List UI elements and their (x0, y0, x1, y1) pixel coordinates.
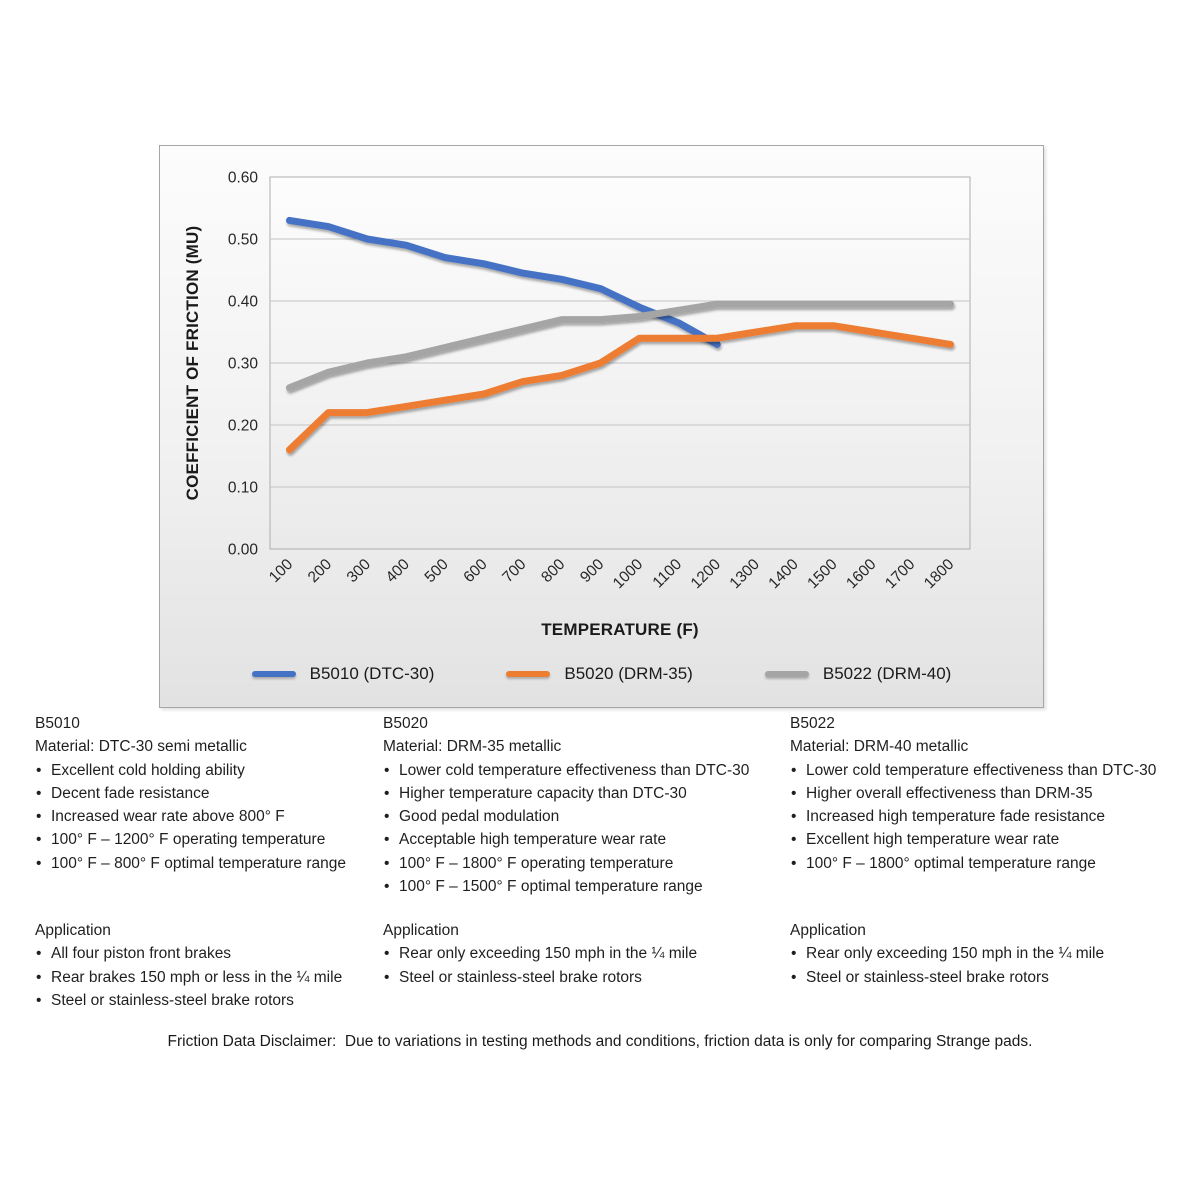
bullet-item: • Rear only exceeding 150 mph in the ¼ mile (383, 942, 785, 965)
chart-legend (160, 664, 1043, 684)
application-bullets (35, 942, 380, 1012)
bullet-item: • 100° F – 1500° F optimal temperature range (383, 875, 785, 898)
x-tick-label: 600 (460, 555, 491, 587)
bullet-item: • Higher overall effectiveness than DRM-35 (790, 782, 1190, 805)
application-block (35, 919, 380, 1012)
y-axis-title: COEFFICIENT OF FRICTION (MU) (183, 225, 202, 501)
pad-column-b5010 (35, 712, 380, 1022)
application-bullets (383, 942, 785, 989)
pad-bullets (790, 759, 1190, 875)
pad-bullets (35, 759, 380, 875)
legend-label: B5010 (DTC-30) (309, 664, 435, 683)
pad-heading: B5020 (383, 715, 428, 732)
bullet-item: • 100° F – 800° F optimal temperature range (35, 852, 380, 875)
bullet-item: • Good pedal modulation (383, 805, 785, 828)
legend-swatch (506, 671, 550, 677)
bullet-item: • Increased wear rate above 800° F (35, 805, 380, 828)
y-tick-label: 0.10 (227, 479, 258, 497)
bullet-item: • Rear brakes 150 mph or less in the ¼ mile (35, 966, 380, 989)
application-heading: Application (35, 922, 111, 939)
y-tick-label: 0.60 (227, 169, 258, 187)
x-tick-label: 1200 (687, 555, 725, 593)
y-tick-label: 0.20 (227, 417, 258, 435)
application-block (790, 919, 1190, 989)
legend-swatch (765, 671, 809, 677)
application-heading: Application (383, 922, 459, 939)
bullet-item: • Rear only exceeding 150 mph in the ¼ mile (790, 942, 1190, 965)
x-tick-label: 100 (265, 555, 297, 587)
x-tick-label: 400 (382, 555, 413, 587)
x-tick-label: 900 (577, 555, 608, 587)
y-tick-label: 0.50 (227, 231, 258, 249)
x-tick-label: 1600 (843, 555, 880, 593)
bullet-item: • Acceptable high temperature wear rate (383, 828, 785, 851)
bullet-item: • 100° F – 1800° optimal temperature range (790, 852, 1190, 875)
bullet-item: • Increased high temperature fade resistance (790, 805, 1190, 828)
pad-column-b5020 (383, 712, 785, 1022)
bullet-item: • Steel or stainless-steel brake rotors (383, 966, 785, 989)
x-tick-label: 1500 (804, 555, 841, 593)
application-bullets (790, 942, 1190, 989)
bullet-item: • Excellent cold holding ability (35, 759, 380, 782)
legend-swatch (252, 671, 296, 677)
bullet-item: • 100° F – 1200° F operating temperature (35, 828, 380, 851)
pad-material: Material: DRM-40 metallic (790, 738, 969, 756)
bullet-item: • Excellent high temperature wear rate (790, 828, 1190, 851)
x-tick-label: 1800 (920, 555, 958, 593)
x-tick-label: 300 (343, 555, 375, 587)
x-tick-label: 1700 (882, 555, 919, 593)
bullet-item: • Decent fade resistance (35, 782, 380, 805)
disclaimer-text: Friction Data Disclaimer: Due to variations in testing methods and conditions, friction data is only for comparing Strange pads. (167, 1033, 1033, 1050)
legend-label: B5022 (DRM-40) (822, 664, 952, 683)
bullet-item: • Lower cold temperature effectiveness than DTC-30 (790, 759, 1190, 782)
x-tick-label: 1000 (609, 555, 647, 593)
pad-heading: B5022 (790, 715, 835, 732)
friction-chart-card (159, 145, 1044, 708)
x-tick-label: 1100 (649, 555, 686, 592)
friction-chart-svg (160, 146, 1045, 709)
legend-label: B5020 (DRM-35) (564, 664, 693, 683)
x-tick-label: 800 (538, 555, 569, 587)
pad-heading: B5010 (35, 715, 80, 732)
bullet-item: • 100° F – 1800° F operating temperature (383, 852, 785, 875)
bullet-item: • All four piston front brakes (35, 942, 380, 965)
x-tick-label: 500 (421, 555, 452, 587)
bullet-item: • Higher temperature capacity than DTC-30 (383, 782, 785, 805)
x-tick-label: 1300 (726, 555, 763, 593)
x-axis-labels (266, 556, 958, 593)
bullet-item: • Lower cold temperature effectiveness than DTC-30 (383, 759, 785, 782)
legend-entry (252, 664, 435, 684)
x-axis-title: TEMPERATURE (F) (541, 620, 699, 639)
x-tick-label: 700 (499, 555, 530, 587)
pad-column-b5022 (790, 712, 1190, 1022)
info-columns (0, 712, 1200, 1022)
y-tick-label: 0.00 (227, 541, 258, 559)
y-axis-labels (228, 170, 259, 559)
legend-entry (765, 664, 952, 684)
y-tick-label: 0.30 (227, 355, 258, 373)
pad-bullets (383, 759, 785, 899)
y-tick-label: 0.40 (227, 293, 258, 311)
bullet-item: • Steel or stainless-steel brake rotors (35, 989, 380, 1012)
pad-material: Material: DTC-30 semi metallic (35, 738, 247, 756)
x-tick-label: 1400 (765, 555, 802, 593)
application-heading: Application (790, 922, 866, 939)
legend-entry (506, 664, 693, 684)
pad-material: Material: DRM-35 metallic (383, 738, 562, 756)
application-block (383, 919, 785, 989)
bullet-item: • Steel or stainless-steel brake rotors (790, 966, 1190, 989)
x-tick-label: 200 (304, 555, 336, 587)
